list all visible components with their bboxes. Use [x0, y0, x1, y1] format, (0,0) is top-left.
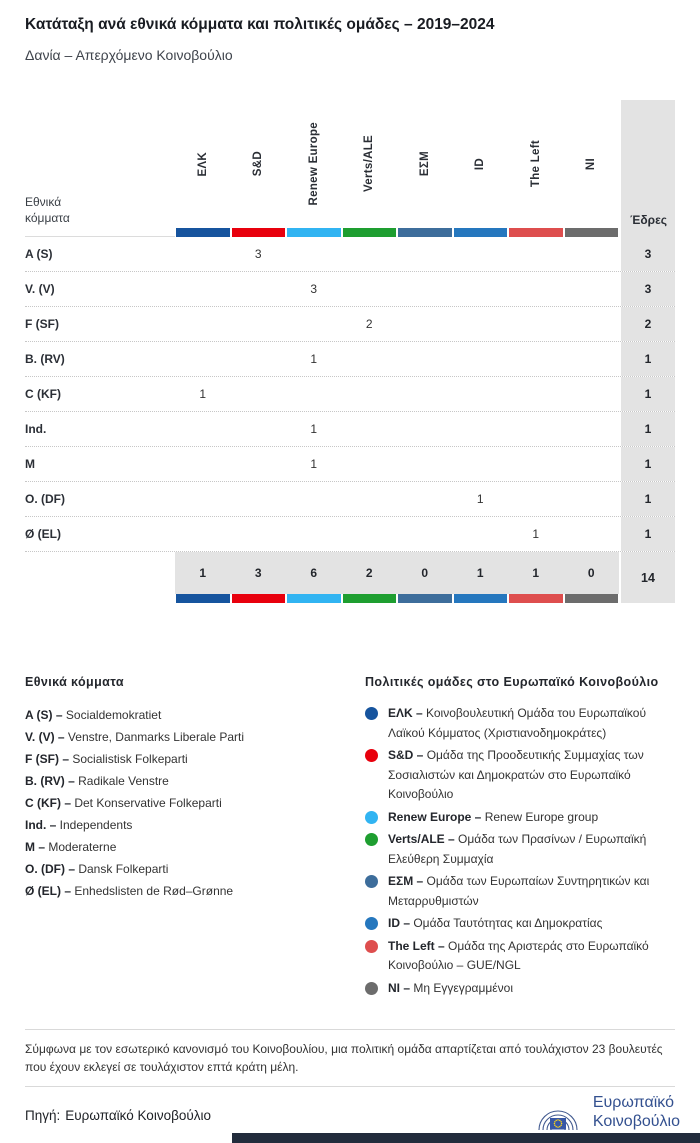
row-seats-total: 1 [621, 482, 675, 516]
seat-count-cell [342, 272, 398, 306]
totals-row [25, 552, 675, 594]
party-legend-item [25, 814, 355, 836]
seat-count-cell [175, 517, 231, 551]
source-line [25, 1108, 211, 1123]
table-row [25, 517, 675, 552]
group-label-wrap [175, 100, 231, 228]
party-label: F (SF) [25, 317, 59, 331]
group-legend-text [388, 979, 513, 999]
group-label: Verts/ALE [363, 135, 376, 193]
party-legend-item [25, 726, 355, 748]
seat-count-cell [286, 377, 342, 411]
column-total-cell: 0 [397, 552, 453, 594]
seat-count-cell: 1 [310, 352, 318, 366]
seat-count-cell: 2 [365, 317, 373, 331]
group-abbr: NI – [388, 980, 414, 995]
group-label-wrap [397, 100, 453, 228]
seat-count-cell [397, 272, 453, 306]
group-color-bar-bottom [287, 594, 341, 603]
group-name: Μη Εγγεγραμμένοι [413, 980, 513, 995]
seat-count-cell [342, 237, 398, 271]
seat-count-cell: 1 [310, 422, 318, 436]
seat-count-cell [175, 447, 231, 481]
party-legend-items [25, 704, 355, 902]
seat-count-cell [342, 517, 398, 551]
ep-logo-line1: Ευρωπαϊκό [592, 1094, 674, 1111]
footer-bar [232, 1133, 700, 1143]
group-color-dot [365, 917, 378, 930]
group-color-dot [365, 707, 378, 720]
group-column-ni [564, 100, 620, 237]
group-color-bar-bottom [176, 594, 230, 603]
seat-count-cell [508, 272, 564, 306]
seat-count-cell [453, 517, 509, 551]
group-legend-text [388, 830, 679, 869]
group-name: Ομάδα των Ευρωπαίων Συντηρητικών και Μεταρρυθμιστών [388, 874, 650, 908]
group-abbr: ΕΣΜ – [388, 874, 427, 888]
group-column-ecr [397, 100, 453, 237]
group-legend-item [365, 914, 679, 934]
party-label: Ø (EL) [25, 527, 61, 541]
seat-count-cell [397, 377, 453, 411]
seat-count-cell [342, 412, 398, 446]
table-row [25, 272, 675, 307]
footnote: Σύμφωνα με τον εσωτερικό κανονισμό του Κοινοβουλίου, μια πολιτική ομάδα απαρτίζεται από τουλάχιστον 23 βουλευτές που έχουν εκλεγεί σε τουλάχιστον επτά κράτη μέλη. [25, 1042, 663, 1074]
row-seats-total: 3 [621, 237, 675, 271]
group-legend-text [388, 872, 679, 911]
table-body [25, 237, 675, 552]
column-total-cell: 2 [342, 552, 398, 594]
row-seats-total: 2 [621, 307, 675, 341]
seats-column-header [621, 100, 675, 237]
seat-count-cell [564, 412, 620, 446]
group-legend-items [365, 704, 679, 998]
table-row [25, 482, 675, 517]
seat-count-cell [397, 237, 453, 271]
group-label: ID [474, 157, 487, 171]
party-abbr: A (S) – [25, 708, 66, 722]
column-total-cell: 1 [175, 552, 231, 594]
group-abbr: Renew Europe – [388, 809, 485, 824]
seat-count-cell [508, 447, 564, 481]
seat-count-cell [175, 412, 231, 446]
group-color-bar [565, 228, 619, 237]
seat-count-cell [564, 447, 620, 481]
group-color-bar [343, 228, 397, 237]
seat-count-cell [231, 482, 287, 516]
party-name: Radikale Venstre [78, 774, 169, 788]
seat-count-cell [286, 237, 342, 271]
group-legend [365, 675, 679, 1001]
seat-count-cell [342, 447, 398, 481]
row-seats-total: 1 [621, 377, 675, 411]
group-name: Κοινοβουλευτική Ομάδα του Ευρωπαϊκού Λαϊκού Κόμματος (Χριστιανοδημοκράτες) [388, 706, 647, 740]
party-name: Socialistisk Folkeparti [72, 752, 188, 766]
divider-bottom [25, 1086, 675, 1087]
table-row [25, 412, 675, 447]
seat-count-cell [453, 342, 509, 376]
seat-count-cell [231, 307, 287, 341]
group-label: ΕΣΜ [418, 151, 431, 177]
group-color-dot [365, 982, 378, 995]
group-abbr: Verts/ALE – [388, 832, 459, 846]
seat-count-cell [342, 482, 398, 516]
seat-count-cell [286, 307, 342, 341]
group-label: S&D [252, 151, 265, 177]
party-legend-item [25, 858, 355, 880]
group-label: The Left [529, 140, 542, 188]
column-total-cell: 6 [286, 552, 342, 594]
seat-count-cell [508, 377, 564, 411]
group-color-bar-bottom [454, 594, 508, 603]
group-legend-title: Πολιτικές ομάδες στο Ευρωπαϊκό Κοινοβούλιο [365, 675, 659, 689]
group-legend-item [365, 746, 679, 805]
party-name: Independents [59, 818, 133, 832]
seat-count-cell [231, 517, 287, 551]
group-color-bar [232, 228, 286, 237]
seat-count-cell [508, 482, 564, 516]
page-subtitle: Δανία – Απερχόμενο Κοινοβούλιο [25, 47, 233, 63]
seat-count-cell [453, 412, 509, 446]
group-legend-item [365, 704, 679, 743]
seat-count-cell [508, 307, 564, 341]
bottom-color-bars [25, 594, 675, 603]
page-title: Κατάταξη ανά εθνικά κόμματα και πολιτικές ομάδες – 2019–2024 [25, 16, 495, 33]
row-header-label: Εθνικά κόμματα [25, 100, 175, 237]
seat-count-cell [564, 272, 620, 306]
row-seats-total: 1 [621, 517, 675, 551]
totals-spacer [25, 552, 175, 594]
group-legend-item [365, 872, 679, 911]
seats-column-label: Έδρες [630, 213, 667, 227]
group-legend-item [365, 830, 679, 869]
party-label: Ind. [25, 422, 47, 436]
party-name: Moderaterne [48, 840, 117, 854]
ep-hemicycle-icon [532, 1090, 584, 1134]
ep-logo [532, 1090, 680, 1134]
ep-logo-line2: Κοινοβούλιο [592, 1113, 680, 1130]
totals-section [25, 552, 675, 603]
group-color-bar [287, 228, 341, 237]
party-legend-item [25, 748, 355, 770]
seat-count-cell [175, 342, 231, 376]
seat-count-cell [453, 272, 509, 306]
group-legend-item [365, 808, 679, 828]
totals-cells [175, 552, 619, 594]
group-color-bar [509, 228, 563, 237]
party-name: Det Konservative Folkeparti [74, 796, 222, 810]
row-seats-total: 1 [621, 412, 675, 446]
group-color-dot [365, 811, 378, 824]
group-color-bar [176, 228, 230, 237]
seat-count-cell [342, 377, 398, 411]
group-color-bar-bottom [509, 594, 563, 603]
seat-count-cell [453, 307, 509, 341]
seat-count-cell [397, 517, 453, 551]
seat-count-cell [231, 377, 287, 411]
seat-count-cell [175, 272, 231, 306]
seat-count-cell: 3 [254, 247, 262, 261]
source-value: Ευρωπαϊκό Κοινοβούλιο [65, 1108, 211, 1123]
divider-top [25, 1029, 675, 1030]
party-abbr: B. (RV) – [25, 774, 79, 788]
party-name: Dansk Folkeparti [78, 862, 169, 876]
group-label: NI [585, 157, 598, 171]
column-total-cell: 0 [564, 552, 620, 594]
party-legend-item [25, 880, 355, 902]
seat-count-cell [397, 482, 453, 516]
party-legend-item [25, 770, 355, 792]
table-row [25, 237, 675, 272]
group-name: Ομάδα της Αριστεράς στο Ευρωπαϊκό Κοινοβούλιο – GUE/NGL [388, 938, 649, 972]
row-seats-total: 1 [621, 447, 675, 481]
group-label-wrap [231, 100, 287, 228]
seat-count-cell [231, 447, 287, 481]
table-row [25, 377, 675, 412]
group-abbr: The Left – [388, 938, 449, 953]
seat-count-cell [231, 342, 287, 376]
seat-count-cell [508, 342, 564, 376]
seat-count-cell [231, 412, 287, 446]
seat-count-cell [564, 482, 620, 516]
column-total-cell: 3 [231, 552, 287, 594]
seats-table [25, 100, 675, 603]
seat-count-cell [564, 237, 620, 271]
group-column-epp [175, 100, 231, 237]
party-label: B. (RV) [25, 352, 65, 366]
party-name: Venstre, Danmarks Liberale Parti [67, 730, 245, 744]
row-seats-total: 1 [621, 342, 675, 376]
seat-count-cell [175, 237, 231, 271]
party-legend-item [25, 704, 355, 726]
group-label-wrap [508, 100, 564, 228]
group-legend-text [388, 914, 602, 934]
group-label-wrap [286, 100, 342, 228]
group-color-bar [398, 228, 452, 237]
ep-logo-text [593, 1093, 680, 1131]
party-label: A (S) [25, 247, 53, 261]
group-legend-item [365, 979, 679, 999]
party-legend-item [25, 792, 355, 814]
party-abbr: O. (DF) – [25, 862, 79, 876]
group-legend-text [388, 746, 679, 805]
party-abbr: C (KF) – [25, 796, 75, 810]
seat-count-cell [564, 342, 620, 376]
bars-spacer [25, 594, 175, 603]
table-row [25, 307, 675, 342]
party-abbr: F (SF) – [25, 752, 73, 766]
group-name: Renew Europe group [484, 809, 599, 824]
party-legend-item [25, 836, 355, 858]
party-abbr: Ind. – [25, 818, 60, 832]
seat-count-cell [397, 342, 453, 376]
row-seats-total: 3 [621, 272, 675, 306]
group-legend-text [388, 704, 679, 743]
seat-count-cell [453, 447, 509, 481]
seat-count-cell [175, 307, 231, 341]
party-label: M [25, 457, 35, 471]
group-name: Ομάδα της Προοδευτικής Συμμαχίας των Σοσιαλιστών και Δημοκρατών στο Ευρωπαϊκό Κοινοβούλιο [388, 748, 644, 801]
seat-count-cell [564, 307, 620, 341]
group-color-dot [365, 875, 378, 888]
table-header [25, 100, 675, 237]
seat-count-cell [508, 237, 564, 271]
group-column-renew [286, 100, 342, 237]
seat-count-cell [397, 412, 453, 446]
seat-count-cell [397, 447, 453, 481]
table-row [25, 447, 675, 482]
party-abbr: M – [25, 840, 49, 854]
group-abbr: S&D – [388, 748, 427, 762]
seat-count-cell [175, 482, 231, 516]
group-name: Ομάδα Ταυτότητας και Δημοκρατίας [413, 916, 603, 930]
group-legend-text [388, 808, 598, 828]
group-label-wrap [564, 100, 620, 228]
group-label-wrap [342, 100, 398, 228]
seat-count-cell: 1 [199, 387, 207, 401]
seat-count-cell [342, 342, 398, 376]
seat-count-cell [231, 272, 287, 306]
column-total-cell: 1 [508, 552, 564, 594]
group-color-bar-bottom [232, 594, 286, 603]
group-column-greens [342, 100, 398, 237]
table-row [25, 342, 675, 377]
seat-count-cell [286, 517, 342, 551]
group-column-headers [175, 100, 619, 237]
party-name: Socialdemokratiet [65, 708, 162, 722]
group-name: Ομάδα των Πρασίνων / Ευρωπαϊκή Ελεύθερη Συμμαχία [388, 832, 647, 866]
group-abbr: ID – [388, 916, 414, 930]
seat-count-cell [564, 377, 620, 411]
group-label-wrap [453, 100, 509, 228]
group-color-dot [365, 833, 378, 846]
party-legend [25, 675, 355, 902]
group-label: Renew Europe [307, 122, 320, 206]
group-label: ΕΛΚ [196, 151, 209, 177]
group-column-left [508, 100, 564, 237]
party-abbr: V. (V) – [25, 730, 68, 744]
seat-count-cell: 1 [476, 492, 484, 506]
group-color-bar-bottom [565, 594, 619, 603]
group-color-bar [454, 228, 508, 237]
party-name: Enhedslisten de Rød–Grønne [74, 884, 234, 898]
party-label: V. (V) [25, 282, 55, 296]
seat-count-cell: 1 [310, 457, 318, 471]
seat-count-cell [508, 412, 564, 446]
group-color-dot [365, 940, 378, 953]
grand-total-cell: 14 [621, 552, 675, 603]
seat-count-cell [453, 237, 509, 271]
group-abbr: ΕΛΚ – [388, 706, 427, 720]
seat-count-cell [286, 482, 342, 516]
group-legend-text [388, 937, 679, 976]
party-abbr: Ø (EL) – [25, 884, 75, 898]
group-color-dot [365, 749, 378, 762]
group-color-bar-bottom [398, 594, 452, 603]
group-color-bar-bottom [343, 594, 397, 603]
group-legend-item [365, 937, 679, 976]
party-label: C (KF) [25, 387, 61, 401]
seat-count-cell: 1 [532, 527, 540, 541]
party-legend-title: Εθνικά κόμματα [25, 675, 124, 689]
seat-count-cell [453, 377, 509, 411]
group-column-sd [231, 100, 287, 237]
seat-count-cell [397, 307, 453, 341]
seat-count-cell: 3 [310, 282, 318, 296]
group-column-id [453, 100, 509, 237]
party-label: O. (DF) [25, 492, 65, 506]
seat-count-cell [564, 517, 620, 551]
column-total-cell: 1 [453, 552, 509, 594]
source-label: Πηγή: [25, 1108, 61, 1123]
